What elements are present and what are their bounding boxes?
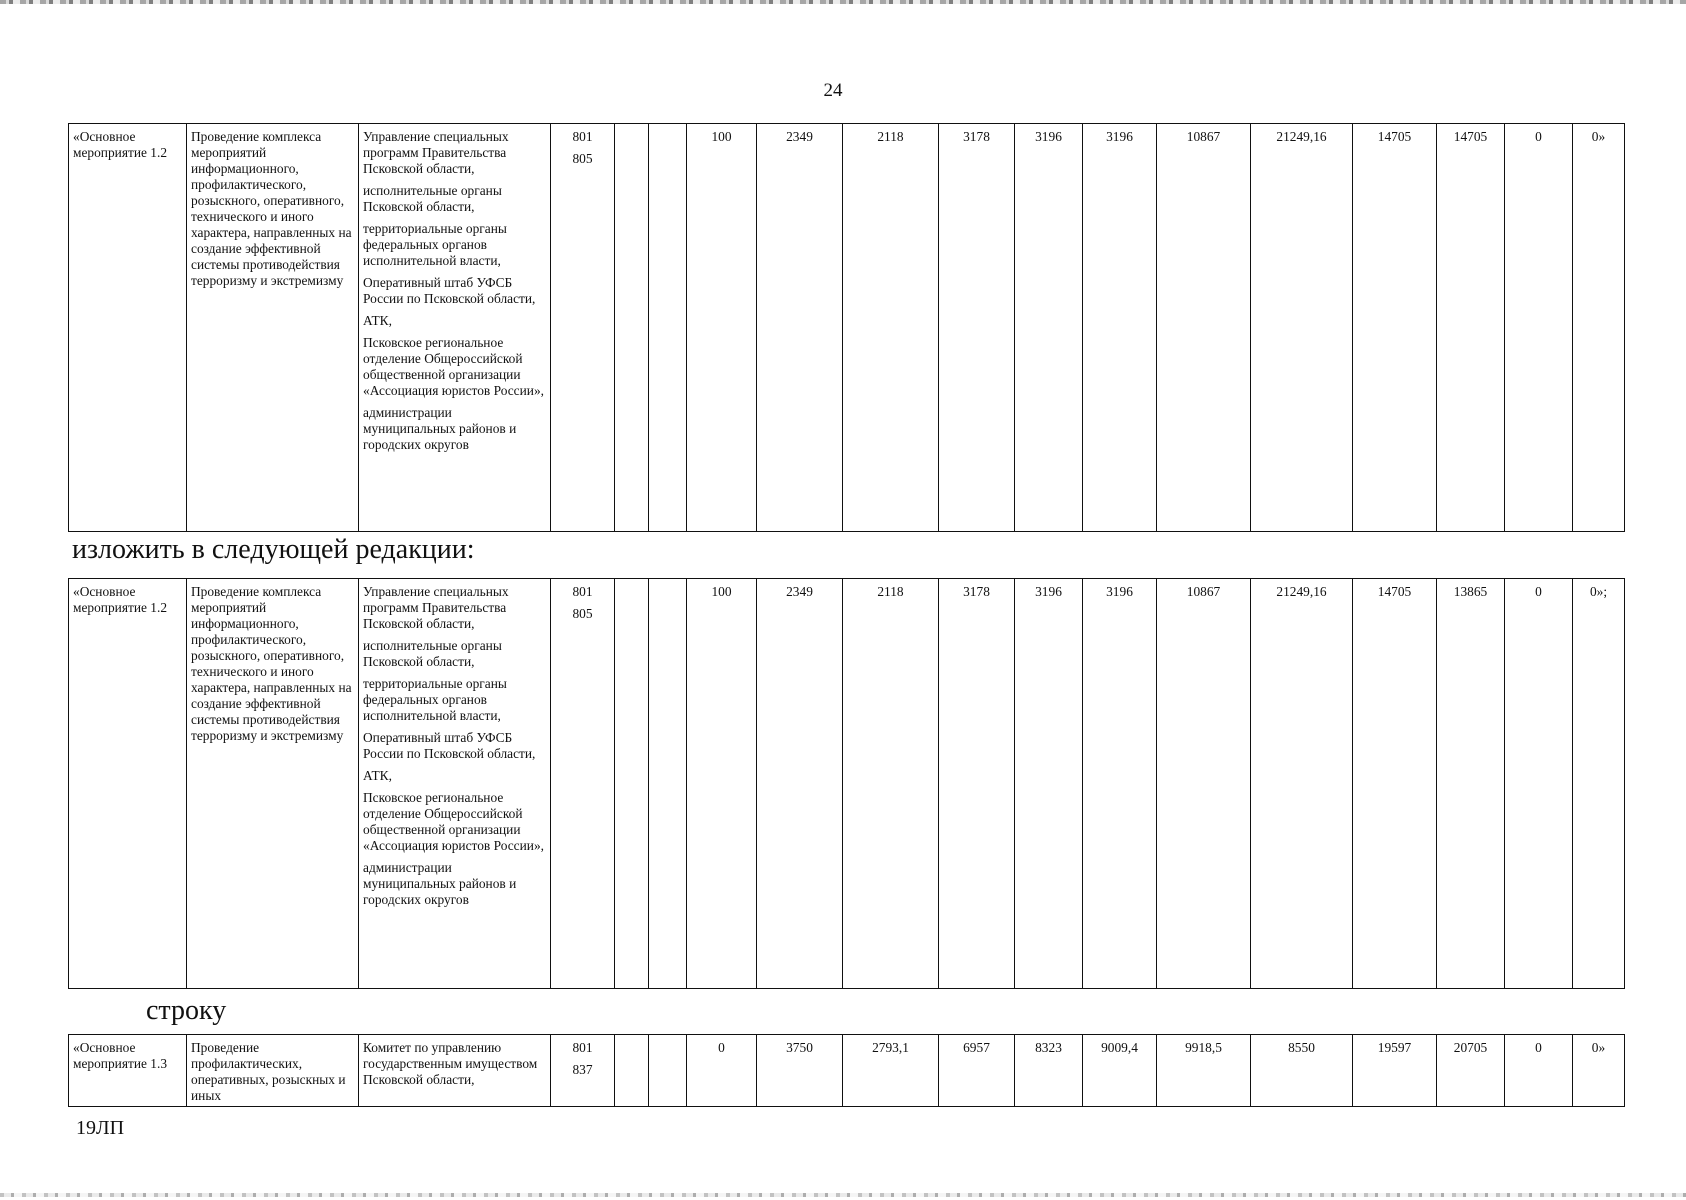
executor-item: администрации муниципальных районов и городских округов	[363, 405, 517, 452]
value-cell: 3178	[939, 124, 1015, 532]
activity-label-cell: «Основное мероприятие 1.2	[69, 124, 187, 532]
value-cell: 3196	[1083, 124, 1157, 532]
value-cell: 3196	[1015, 124, 1083, 532]
budget-code: 837	[572, 1062, 593, 1077]
value-cell: 0»	[1573, 1035, 1625, 1107]
activity-label-cell: «Основное мероприятие 1.3	[69, 1035, 187, 1107]
executor-item: АТК,	[363, 768, 392, 783]
value-cell	[615, 124, 649, 532]
executor-item: исполнительные органы Псковской области,	[363, 638, 502, 669]
budget-code: 801	[572, 1040, 593, 1055]
value-cell: 0»;	[1573, 579, 1625, 989]
budget-code: 801	[572, 584, 593, 599]
executor-item: Псковское региональное отделение Общероссийской общественной организации «Ассоциация юристов России»,	[363, 335, 544, 398]
executor-item: исполнительные органы Псковской области,	[363, 183, 502, 214]
executors-cell	[359, 124, 551, 532]
value-cell: 20705	[1437, 1035, 1505, 1107]
value-cell	[649, 1035, 687, 1107]
value-cell	[615, 579, 649, 989]
budget-code: 801	[572, 129, 593, 144]
value-cell: 2793,1	[843, 1035, 939, 1107]
value-cell: 21249,16	[1251, 579, 1353, 989]
value-cell: 3750	[757, 1035, 843, 1107]
section-heading: строку	[146, 995, 227, 1026]
executor-item: Псковское региональное отделение Общероссийской общественной организации «Ассоциация юристов России»,	[363, 790, 544, 853]
value-cell: 21249,16	[1251, 124, 1353, 532]
executors-cell	[359, 1035, 551, 1107]
executor-item: АТК,	[363, 313, 392, 328]
value-cell	[649, 579, 687, 989]
activity-description-cell: Проведение профилактических, оперативных, розыскных и иных	[187, 1035, 359, 1107]
budget-code: 805	[572, 151, 593, 166]
executor-item: Комитет по управлению государственным имуществом Псковской области,	[363, 1040, 538, 1087]
value-cell: 10867	[1157, 124, 1251, 532]
executor-item: территориальные органы федеральных органов исполнительной власти,	[363, 221, 507, 268]
table-row	[69, 1035, 1625, 1107]
value-cell: 2349	[757, 579, 843, 989]
value-cell: 3178	[939, 579, 1015, 989]
value-cell: 19597	[1353, 1035, 1437, 1107]
executor-item: администрации муниципальных районов и городских округов	[363, 860, 517, 907]
value-cell: 0»	[1573, 124, 1625, 532]
value-cell: 0	[1505, 1035, 1573, 1107]
activity-table-old	[68, 123, 1625, 532]
value-cell: 8550	[1251, 1035, 1353, 1107]
value-cell: 8323	[1015, 1035, 1083, 1107]
activity-description-cell: Проведение комплекса мероприятий информационного, профилактического, розыскного, оперативного, технического и иного характера, направленных на создание эффективной системы противодействия терроризму и экстремизму	[187, 124, 359, 532]
activity-table-next	[68, 1034, 1625, 1107]
executor-item: Оперативный штаб УФСБ России по Псковской области,	[363, 275, 536, 306]
document-footer-code: 19ЛП	[76, 1117, 125, 1139]
executor-item: Управление специальных программ Правительства Псковской области,	[363, 129, 509, 176]
scan-edge-bottom	[0, 1193, 1686, 1197]
value-cell: 14705	[1353, 124, 1437, 532]
table-row	[69, 579, 1625, 989]
value-cell: 100	[687, 124, 757, 532]
value-cell: 0	[1505, 579, 1573, 989]
executor-item: Оперативный штаб УФСБ России по Псковской области,	[363, 730, 536, 761]
value-cell: 2118	[843, 124, 939, 532]
code-cell	[551, 124, 615, 532]
executors-cell	[359, 579, 551, 989]
scan-edge-top	[0, 0, 1686, 4]
page-number: 24	[823, 80, 843, 101]
executor-item: территориальные органы федеральных органов исполнительной власти,	[363, 676, 507, 723]
code-cell	[551, 1035, 615, 1107]
amendment-heading: изложить в следующей редакции:	[72, 534, 475, 565]
value-cell: 14705	[1437, 124, 1505, 532]
value-cell: 3196	[1015, 579, 1083, 989]
budget-code: 805	[572, 606, 593, 621]
value-cell: 0	[1505, 124, 1573, 532]
table-row	[69, 124, 1625, 532]
value-cell	[649, 124, 687, 532]
value-cell: 13865	[1437, 579, 1505, 989]
value-cell: 9918,5	[1157, 1035, 1251, 1107]
value-cell: 0	[687, 1035, 757, 1107]
activity-label-cell: «Основное мероприятие 1.2	[69, 579, 187, 989]
executor-item: Управление специальных программ Правительства Псковской области,	[363, 584, 509, 631]
activity-description-cell: Проведение комплекса мероприятий информационного, профилактического, розыскного, оперативного, технического и иного характера, направленных на создание эффективной системы противодействия терроризму и экстремизму	[187, 579, 359, 989]
value-cell	[615, 1035, 649, 1107]
value-cell: 2118	[843, 579, 939, 989]
value-cell: 100	[687, 579, 757, 989]
value-cell: 3196	[1083, 579, 1157, 989]
activity-table-new	[68, 578, 1625, 989]
value-cell: 14705	[1353, 579, 1437, 989]
value-cell: 9009,4	[1083, 1035, 1157, 1107]
code-cell	[551, 579, 615, 989]
value-cell: 6957	[939, 1035, 1015, 1107]
value-cell: 2349	[757, 124, 843, 532]
value-cell: 10867	[1157, 579, 1251, 989]
